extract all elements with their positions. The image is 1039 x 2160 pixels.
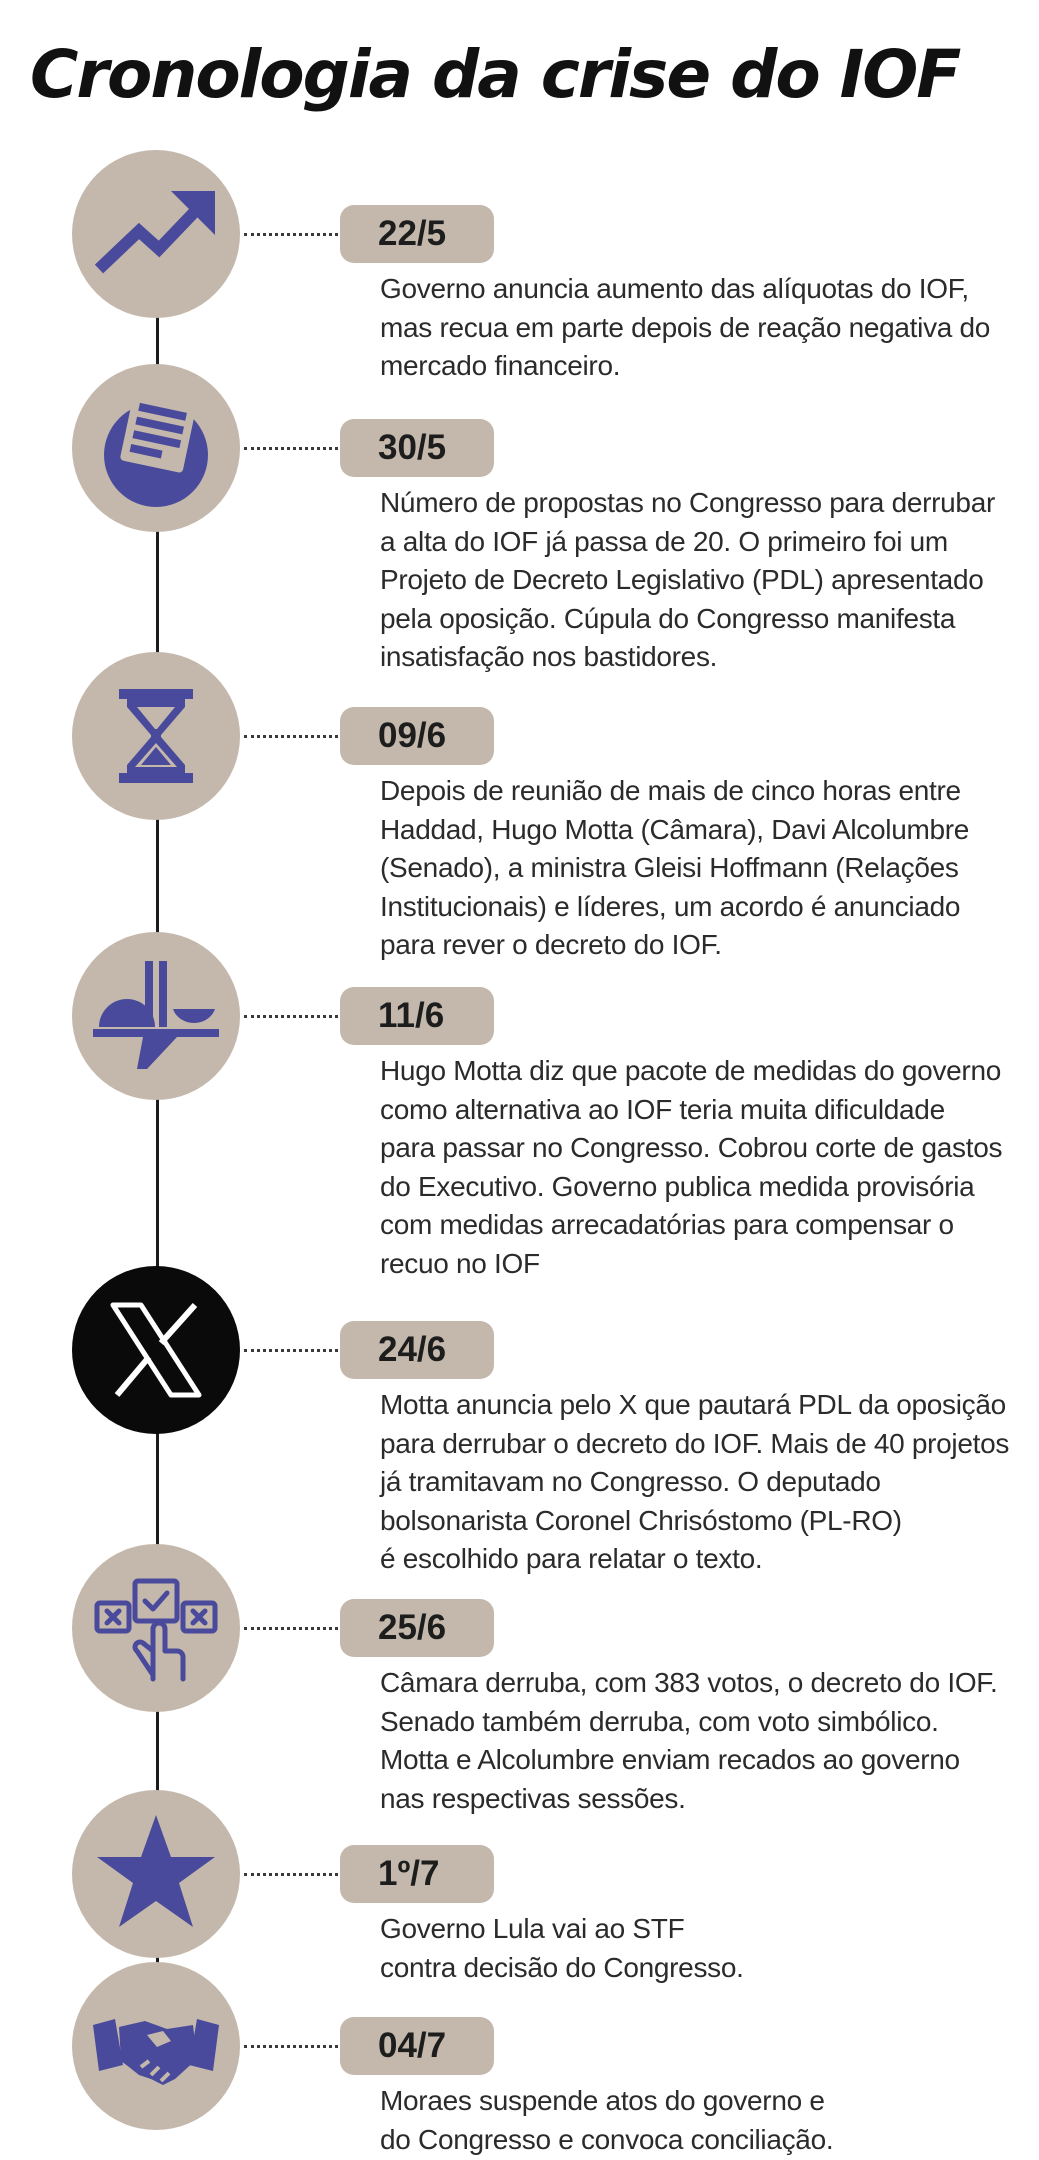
hourglass-icon — [91, 671, 221, 801]
document-icon — [91, 383, 221, 513]
event-date: 22/5 — [340, 205, 494, 263]
description-line: do Congresso e convoca conciliação. — [380, 2123, 834, 2155]
description-line: mas recua em parte depois de reação negativa do — [380, 311, 991, 343]
connector-dots — [244, 735, 338, 738]
description-line: já tramitavam no Congresso. O deputado — [380, 1466, 881, 1497]
timeline-event — [0, 150, 1039, 381]
handshake-icon — [91, 1981, 221, 2111]
description-line: nas respectivas sessões. — [380, 1782, 686, 1814]
description-line: mercado financeiro. — [380, 350, 621, 381]
description-line: Depois de reunião de mais de cinco horas entre — [380, 775, 961, 806]
connector-dots — [244, 1627, 338, 1630]
description-line: é escolhido para relatar o texto. — [380, 1543, 763, 1574]
description-line: com medidas arrecadatórias para compensar o — [380, 1209, 954, 1240]
event-description — [380, 1910, 1020, 1987]
event-date: 30/5 — [340, 419, 494, 477]
event-description — [380, 1052, 1020, 1283]
vote-icon — [91, 1563, 221, 1693]
event-date: 11/6 — [340, 987, 494, 1045]
event-icon-circle — [72, 150, 240, 318]
description-line: Projeto de Decreto Legislativo (PDL) apresentado — [380, 564, 984, 595]
description-line: recuo no IOF — [380, 1247, 540, 1279]
description-line: como alternativa ao IOF teria muita dificuldade — [380, 1093, 945, 1125]
event-icon-circle — [72, 652, 240, 820]
event-date: 24/6 — [340, 1321, 494, 1379]
event-date: 09/6 — [340, 707, 494, 765]
connector-dots — [244, 233, 338, 236]
star-icon — [91, 1809, 221, 1939]
description-line: para derrubar o decreto do IOF. Mais de 40 projetos — [380, 1427, 1010, 1459]
description-line: Hugo Motta diz que pacote de medidas do governo — [380, 1055, 1001, 1086]
description-line: a alta do IOF já passa de 20. O primeiro foi um — [380, 525, 948, 557]
connector-dots — [244, 1015, 338, 1018]
description-line: Motta anuncia pelo X que pautará PDL da oposição — [380, 1389, 1006, 1420]
event-date: 04/7 — [340, 2017, 494, 2075]
event-date: 25/6 — [340, 1599, 494, 1657]
event-icon-circle — [72, 364, 240, 532]
event-icon-circle — [72, 1544, 240, 1712]
description-line: para passar no Congresso. Cobrou corte de gastos — [380, 1132, 1003, 1163]
event-date: 1º/7 — [340, 1845, 494, 1903]
description-line: do Executivo. Governo publica medida provisória — [380, 1170, 975, 1202]
description-line: Haddad, Hugo Motta (Câmara), Davi Alcolumbre — [380, 813, 970, 845]
description-line: contra decisão do Congresso. — [380, 1951, 744, 1983]
description-line: Governo Lula vai ao STF — [380, 1913, 685, 1944]
description-line: pela oposição. Cúpula do Congresso manifesta — [380, 602, 956, 634]
event-icon-circle — [72, 932, 240, 1100]
connector-dots — [244, 447, 338, 450]
page-title: Cronologia da crise do IOF — [30, 36, 960, 113]
description-line: Senado também derruba, com voto simbólico. — [380, 1705, 939, 1737]
x-logo-icon — [91, 1285, 221, 1415]
description-line: Institucionais) e líderes, um acordo é anunciado — [380, 890, 961, 922]
event-icon-circle — [72, 1266, 240, 1434]
description-line: insatisfação nos bastidores. — [380, 641, 718, 672]
event-icon-circle — [72, 1962, 240, 2130]
event-description — [380, 484, 1020, 677]
connector-dots — [244, 2045, 338, 2048]
description-line: Câmara derruba, com 383 votos, o decreto do IOF. — [380, 1667, 998, 1698]
description-line: Governo anuncia aumento das alíquotas do IOF, — [380, 273, 969, 304]
connector-dots — [244, 1873, 338, 1876]
description-line: bolsonarista Coronel Chrisóstomo (PL-RO) — [380, 1504, 902, 1536]
description-line: (Senado), a ministra Gleisi Hoffmann (Relações — [380, 852, 959, 883]
connector-dots — [244, 1349, 338, 1352]
event-icon-circle — [72, 1790, 240, 1958]
description-line: para rever o decreto do IOF. — [380, 929, 722, 960]
description-line: Moraes suspende atos do governo e — [380, 2085, 825, 2116]
event-description — [380, 2082, 1020, 2159]
congress-icon — [91, 951, 221, 1081]
timeline-event — [0, 1266, 1039, 1574]
description-line: Número de propostas no Congresso para derrubar — [380, 487, 995, 518]
trend-up-icon — [91, 169, 221, 299]
description-line: Motta e Alcolumbre enviam recados ao governo — [380, 1744, 960, 1775]
